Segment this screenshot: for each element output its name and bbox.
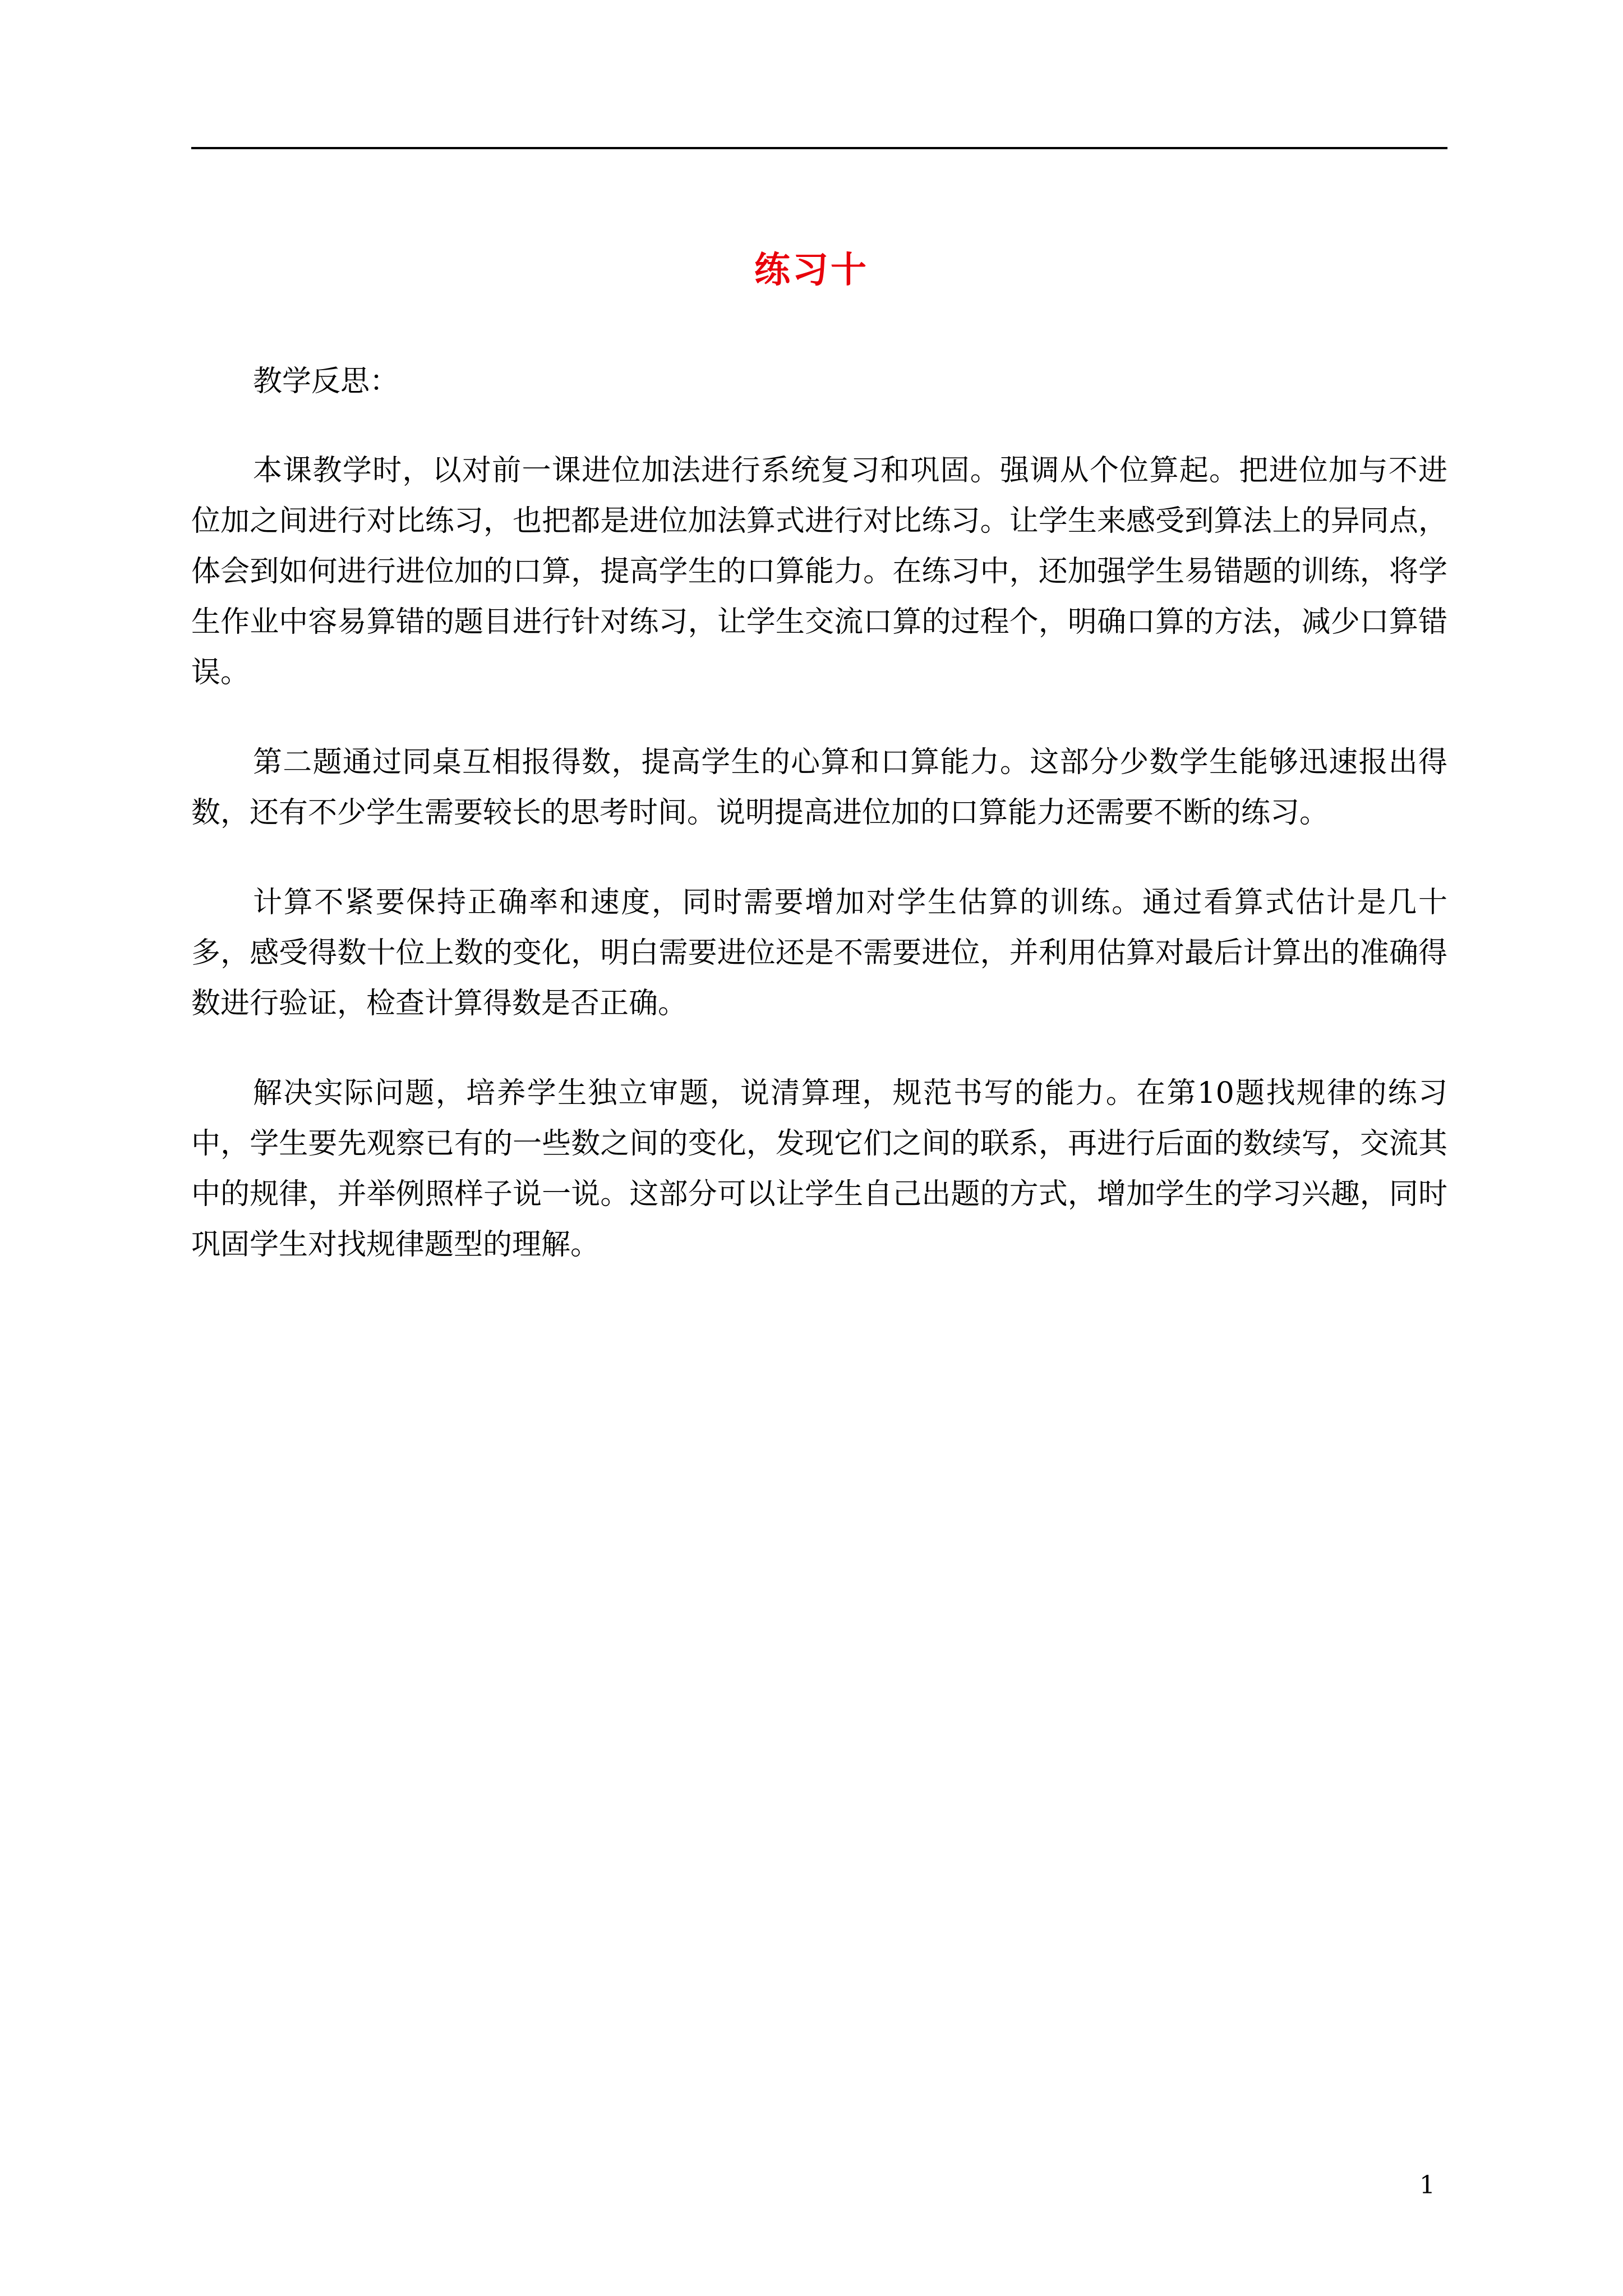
paragraph-3: 计算不紧要保持正确率和速度，同时需要增加对学生估算的训练。通过看算式估计是几十多，感受得数十位上数的变化，明白需要进位还是不需要进位，并利用估算对最后计算出的准确得数进行验证，检查计算得数是否正确。: [191, 886, 1447, 1020]
section-label: 教学反思：: [253, 365, 399, 398]
header-rule: [191, 147, 1447, 149]
page-number: 1: [1419, 2171, 1435, 2200]
document-title: 练习十: [754, 249, 869, 291]
paragraph-1: 本课教学时，以对前一课进位加法进行系统复习和巩固。强调从个位算起。把进位加与不进位加之间进行对比练习，也把都是进位加法算式进行对比练习。让学生来感受到算法上的异同点，体会到如何进行进位加的口算，提高学生的口算能力。在练习中，还加强学生易错题的训练，将学生作业中容易算错的题目进行针对练习，让学生交流口算的过程个，明确口算的方法，减少口算错误。: [191, 454, 1447, 689]
paragraph-4: 解决实际问题，培养学生独立审题，说清算理，规范书写的能力。在第10题找规律的练习中，学生要先观察已有的一些数之间的变化，发现它们之间的联系，再进行后面的数续写，交流其中的规律，并举例照样子说一说。这部分可以让学生自己出题的方式，增加学生的学习兴趣，同时巩固学生对找规律题型的理解。: [191, 1076, 1447, 1262]
paragraph-2: 第二题通过同桌互相报得数，提高学生的心算和口算能力。这部分少数学生能够迅速报出得数，还有不少学生需要较长的思考时间。说明提高进位加的口算能力还需要不断的练习。: [191, 746, 1447, 830]
document-body: [191, 359, 1447, 1309]
